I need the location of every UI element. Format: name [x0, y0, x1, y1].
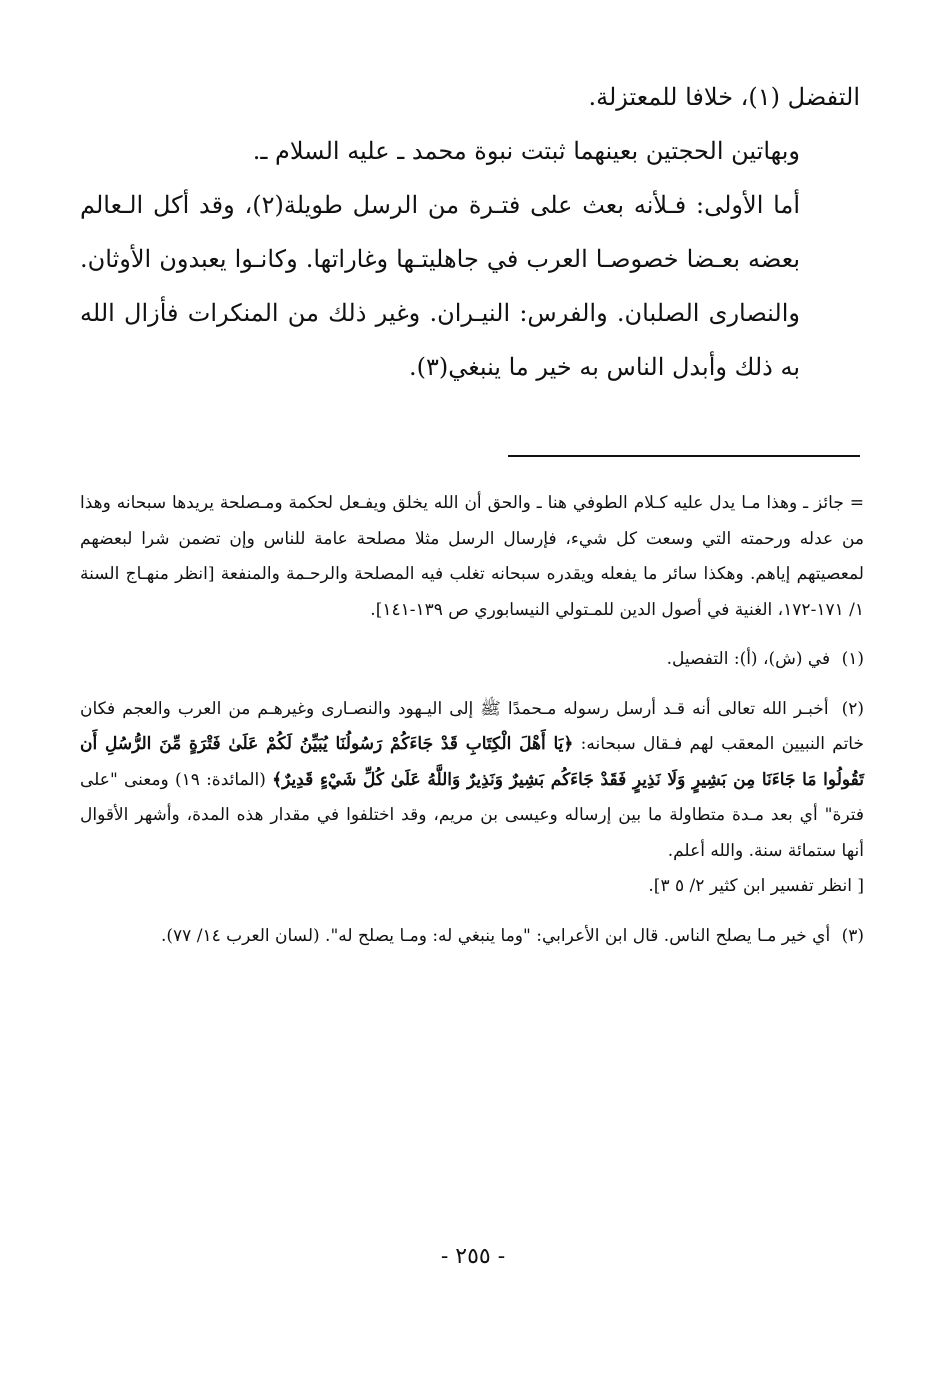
footnote-continuation: = جائز ـ وهذا مـا يدل عليه كـلام الطوفي هنا ـ والحق أن الله يخلق ويفـعل لحكمة ومـصلحة يريدها سبحانه وهذا من عدله ورحمته التي وسعت كل شيء، فإرسال الرسل مثلا مصلحة عامة للناس وإن تضمن شرا لبعضهم لمعصيتهم إياهم. وهكذا سائر ما يفعله ويقدره سبحانه تغلب فيه المصلحة والرحـمة والمنفعة [انظر منهـاج السنة ١/ ١٧١-١٧٢، الغنية في أصول الدين للمـتولي النيسابوري ص ١٣٩-١٤١].	[80, 493, 864, 620]
footnote-1-text: في (ش)، (أ): التفصيل.	[666, 649, 831, 669]
page-number: - ٢٥٥ -	[440, 1244, 506, 1269]
footnote-3-text: أي خير مـا يصلح الناس. قال ابن الأعرابي: "وما ينبغي له: ومـا يصلح له". (لسان العرب ١٤/ ٧٧).	[160, 925, 831, 946]
footnote-2-text-b: (المائدة: ١٩) ومعنى "على فترة" أي بعد مـدة متطاولة ما بين إرساله وعيسى بن مريم، وقد اختلفوا في مقدار هذه المدة، وأشهر الأقوال أنها ستمائة سنة. والله أعلم.	[80, 769, 864, 861]
main-line-2: وبهاتين الحجتين بعينهما ثبتت نبوة محمد ـ عليه السلام ـ.	[252, 137, 800, 165]
footnote-2-number: (٢)	[841, 698, 864, 719]
main-text	[80, 70, 860, 394]
main-paragraph-3: أما الأولى: فـلأنه بعث على فتـرة من الرسل طويلة(٢)، وقد أكل الـعالم بعضه بعـضا خصوصـا العرب في جاهليتـها وغاراتها. وكانـوا يعبدون الأوثان. والنصارى الصلبان. والفرس: النيـران. وغير ذلك من المنكرات فأزال الله به ذلك وأبدل الناس به خير ما ينبغي(٣).	[80, 191, 800, 381]
footnote-3	[80, 919, 864, 955]
footnote-2-reference: [ انظر تفسير ابن كثير ٢/ ٥ ٣].	[648, 876, 864, 896]
footnote-2-quran-verse: ﴿يَا أَهْلَ الْكِتَابِ قَدْ جَاءَكُمْ رَسُولُنَا يُبَيِّنُ لَكُمْ عَلَىٰ فَتْرَةٍ مِّنَ الرُّسُلِ أَن تَقُولُوا مَا جَاءَنَا مِن بَشِيرٍ وَلَا نَذِيرٍ فَقَدْ جَاءَكُم بَشِيرٌ وَنَذِيرٌ وَاللَّهُ عَلَىٰ كُلِّ شَيْءٍ قَدِيرٌ﴾	[80, 734, 864, 790]
footnote-separator	[508, 455, 860, 457]
footnote-1	[80, 642, 864, 678]
footnote-1-number: (١)	[841, 649, 864, 669]
footnote-2	[80, 692, 864, 905]
main-line-1: التفضل (١)، خلافا للمعتزلة.	[588, 83, 860, 111]
footnotes	[80, 486, 864, 968]
footnote-3-number: (٣)	[841, 925, 864, 946]
footnote-2-text-a: أخبـر الله تعالى أنه قـد أرسل رسوله مـحمدًا ﷺ إلى اليـهود والنصـارى وغيرهـم من العرب والعجم فكان خاتم النبيين المعقب لهم فـقال سبحانه:	[80, 698, 864, 754]
